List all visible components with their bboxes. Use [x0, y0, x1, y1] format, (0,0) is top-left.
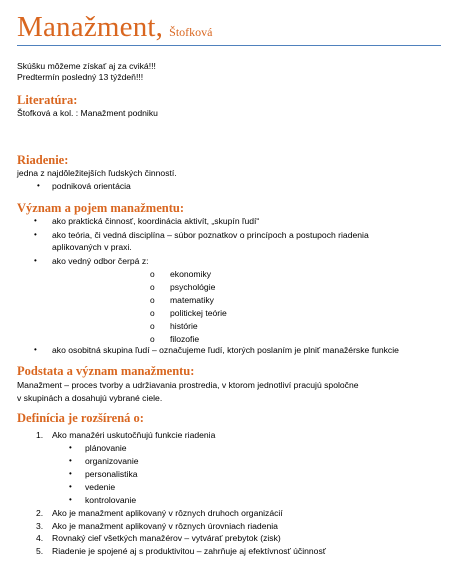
circle-bullet-icon: o	[150, 334, 155, 344]
bullet-icon: •	[69, 443, 72, 452]
definicia-item-2: Ako je manažment aplikovaný v rôznych druhoch organizácií	[52, 508, 283, 518]
bullet-icon: •	[69, 495, 72, 504]
bullet-icon: •	[69, 469, 72, 478]
circle-bullet-icon: o	[150, 269, 155, 279]
definicia-item-4: Rovnaký cieľ všetkých manažérov – vytvárať prebytok (zisk)	[52, 533, 281, 543]
literatura-text: Štofková a kol. : Manažment podniku	[17, 108, 158, 118]
heading-literatura: Literatúra:	[17, 93, 78, 107]
riadenie-text: jedna z najdôležitejších ľudských činností.	[17, 168, 177, 178]
definicia-item-3: Ako je manažment aplikovaný v rôznych úrovniach riadenia	[52, 521, 278, 531]
podstata-line-1: Manažment – proces tvorby a udržiavania prostredia, v ktorom jednotliví pracujú spoločne	[17, 380, 359, 390]
sub-item: politickej teórie	[170, 308, 227, 318]
intro-line-1: Skúšku môžeme získať aj za cviká!!!	[17, 61, 156, 71]
riadenie-bullet: podniková orientácia	[52, 181, 131, 191]
funkcia-item: vedenie	[85, 482, 116, 492]
definicia-item-1: Ako manažéri uskutočňujú funkcie riadenia	[52, 430, 216, 440]
heading-definicia: Definícia je rozšírená o:	[17, 411, 144, 425]
podstata-line-2: v skupinách a dosahujú vybrané ciele.	[17, 393, 163, 403]
funkcia-item: personalistika	[85, 469, 138, 479]
title-row	[17, 11, 212, 44]
list-number: 3.	[36, 521, 44, 531]
page-title: Manažment,	[17, 11, 164, 43]
sub-item: filozofie	[170, 334, 200, 344]
heading-riadenie: Riadenie:	[17, 153, 69, 167]
vyznam-bullet-3: ako vedný odbor čerpá z:	[52, 256, 149, 266]
sub-item: psychológie	[170, 282, 216, 292]
page-subtitle: Štofková	[169, 25, 213, 39]
list-number: 4.	[36, 533, 44, 543]
bullet-icon: •	[34, 216, 37, 225]
sub-item: matematiky	[170, 295, 214, 305]
vyznam-bullet-4: ako osobitná skupina ľudí – označujeme ľudí, ktorých poslaním je plniť manažérske funkcie	[52, 345, 399, 355]
heading-vyznam: Význam a pojem manažmentu:	[17, 201, 184, 215]
bullet-icon: •	[69, 456, 72, 465]
intro-line-2: Predtermín posledný 13 týždeň!!!	[17, 72, 144, 82]
bullet-icon: •	[69, 482, 72, 491]
vyznam-bullet-2: ako teória, či vedná disciplína – súbor poznatkov o princípoch a postupoch riadenia	[52, 230, 369, 240]
circle-bullet-icon: o	[150, 308, 155, 318]
list-number: 5.	[36, 546, 44, 556]
circle-bullet-icon: o	[150, 282, 155, 292]
definicia-item-5: Riadenie je spojené aj s produktivitou – zahrňuje aj efektívnosť účinnosť	[52, 546, 326, 556]
bullet-icon: •	[34, 230, 37, 239]
vyznam-bullet-1: ako praktická činnosť, koordinácia aktivít, „skupín ľudí“	[52, 216, 260, 226]
funkcia-item: kontrolovanie	[85, 495, 137, 505]
bullet-icon: •	[37, 181, 40, 190]
circle-bullet-icon: o	[150, 295, 155, 305]
heading-podstata: Podstata a význam manažmentu:	[17, 364, 195, 378]
title-underline	[17, 45, 441, 46]
list-number: 1.	[36, 430, 44, 440]
vyznam-bullet-2-cont: aplikovaných v praxi.	[52, 242, 132, 252]
list-number: 2.	[36, 508, 44, 518]
circle-bullet-icon: o	[150, 321, 155, 331]
sub-item: histórie	[170, 321, 198, 331]
bullet-icon: •	[34, 256, 37, 265]
funkcia-item: plánovanie	[85, 443, 127, 453]
funkcia-item: organizovanie	[85, 456, 139, 466]
sub-item: ekonomiky	[170, 269, 212, 279]
bullet-icon: •	[34, 345, 37, 354]
